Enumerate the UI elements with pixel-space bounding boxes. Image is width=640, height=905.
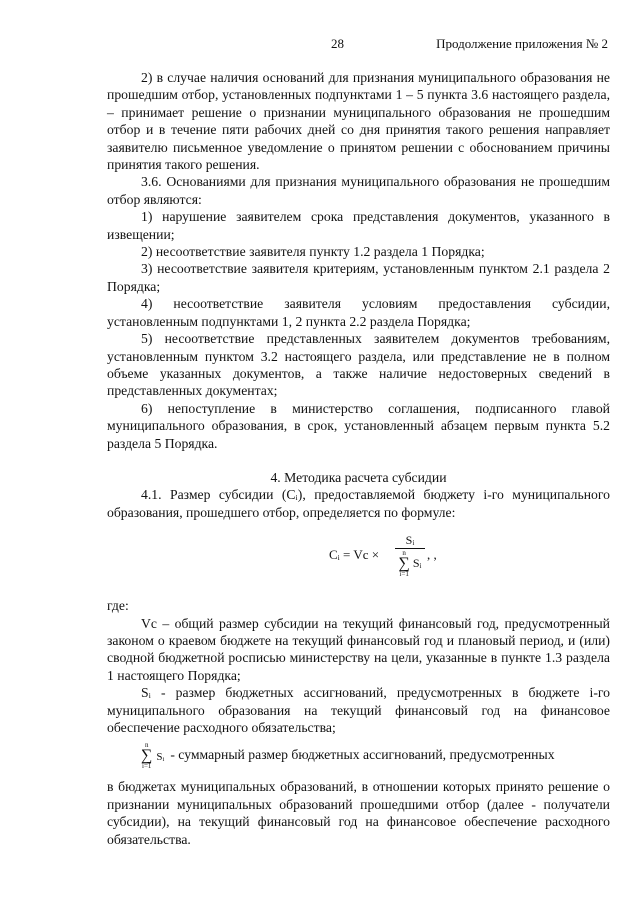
formula-tail: , ,: [427, 547, 437, 563]
list-item-4: 4) несоответствие заявителя условиям предоставления субсидии, установленным подпунктами 1, 2 пункта 2.2 раздела Порядка;: [107, 296, 610, 329]
list-item-3: 3) несоответствие заявителя критериям, установленным пунктом 2.1 раздела 2 Порядка;: [107, 261, 610, 294]
section-heading: 4. Методика расчета субсидии: [270, 469, 447, 485]
summation-symbol: n ∑ i=1: [398, 549, 410, 579]
formula-fraction: [395, 533, 425, 578]
page-number: 28: [331, 36, 344, 51]
formula-denominator: [395, 550, 425, 578]
formula-lhs: Cᵢ = Vc ×: [329, 547, 380, 563]
paragraph-4-1: 4.1. Размер субсидии (Cᵢ), предоставляемой бюджету i-го муниципального образования, прошедшего отбор, определяется по формуле:: [107, 487, 610, 520]
vc-definition: Vc – общий размер субсидии на текущий финансовый год, предусмотренный законом о краевом бюджете на текущий финансовый год и плановый период, и (или) сводной бюджетной росписью министерству на цели, указанные в пункте 1.3 раздела 1 настоящего Порядка;: [107, 615, 610, 683]
formula-numerator: Sᵢ: [405, 533, 415, 548]
list-item-6: 6) непоступление в министерство соглашения, подписанного главой муниципального образования, в срок, установленный абзацем первым пункта 5.2 раздела 5 Порядка.: [107, 400, 610, 451]
summation-inline-symbol: n ∑ i=1: [141, 741, 153, 771]
subsidy-formula: [107, 533, 610, 589]
formula-sum-term: Sᵢ: [412, 555, 422, 570]
fraction-bar: [395, 548, 425, 549]
summation-inline-term: Sᵢ: [156, 750, 165, 763]
document-body: [107, 69, 610, 848]
sum-definition-rest: в бюджетах муниципальных образований, в отношении которых принято решение о признании муниципальных образований прошедшими отбор (далее - получатели субсидии), на текущий финансовый год на финансовое обеспечение расходного обязательства.: [107, 779, 610, 847]
list-item-5: 5) несоответствие представленных заявителем документов требованиям, установленным пунктом 3.2 настоящего раздела, или представление не в полном объеме указанных документов, а также наличие недостоверных сведений в представленных документах;: [107, 331, 610, 399]
appendix-continuation-title: Продолжение приложения № 2: [436, 36, 608, 51]
sum-definition-line: [107, 742, 610, 770]
si-definition: Sᵢ - размер бюджетных ассигнований, предусмотренных в бюджете i-го муниципального образования на текущий финансовый год на финансовое обеспечение расходного обязательства;: [107, 685, 610, 735]
paragraph-3-6: 3.6. Основаниями для признания муниципального образования не прошедшим отбор являются:: [107, 174, 610, 207]
sum-definition-first: - суммарный размер бюджетных ассигнований, предусмотренных: [170, 747, 555, 763]
list-item-2: 2) несоответствие заявителя пункту 1.2 раздела 1 Порядка;: [141, 244, 485, 260]
list-item-1: 1) нарушение заявителем срока представления документов, указанного в извещении;: [107, 209, 610, 242]
paragraph-2-decision: 2) в случае наличия оснований для признания муниципального образования не прошедшим отбор, установленных подпунктами 1 – 5 пункта 3.6 настоящего раздела, – принимает решение о признании муниципального образования не прошедшим отбор и в течение пяти рабочих дней со дня принятия такого решения направляет заявителю письменное уведомление о принятом решении с обоснованием причины принятия такого решения.: [107, 70, 610, 173]
where-label: где:: [107, 598, 129, 614]
